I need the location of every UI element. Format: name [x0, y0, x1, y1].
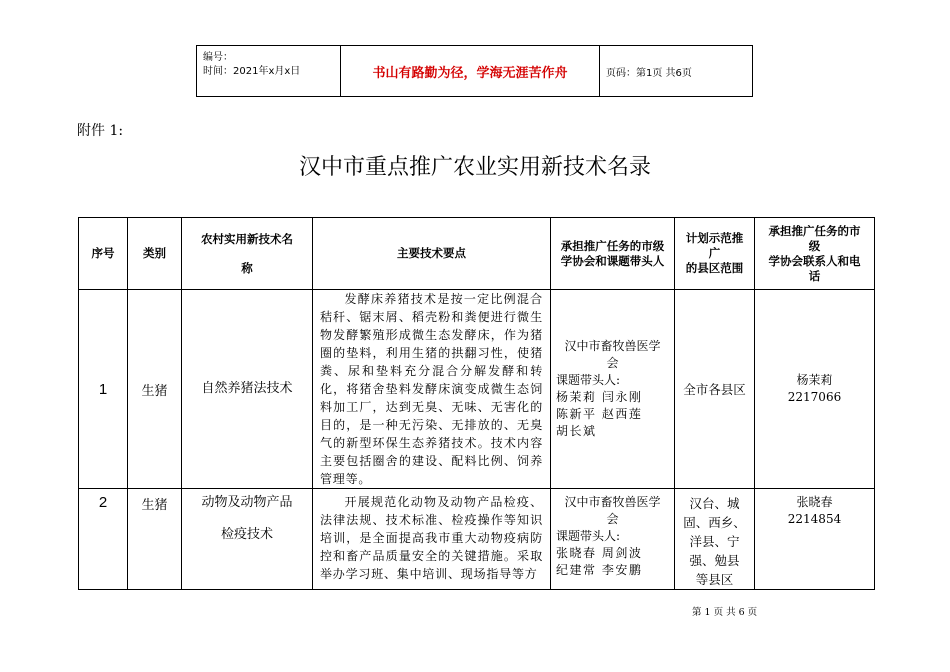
document-title: 汉中市重点推广农业实用新技术名录: [298, 155, 651, 180]
header-area: 计划示范推 广 的县区范围: [675, 218, 755, 290]
table-row: [79, 489, 875, 590]
header-association: 承担推广任务的市级 学协会和课题带头人: [551, 218, 675, 290]
row-contact: 杨茉莉 2217066: [755, 290, 875, 489]
header-contact: 承担推广任务的市 级 学协会联系人和电 话: [755, 218, 875, 290]
row-tech-name: 动物及动物产品 检疫技术: [182, 489, 313, 590]
page-footer: 第 1 页 共 6 页: [692, 607, 758, 618]
row-key-points: 开展规范化动物及动物产品检疫、法律法规、技术标准、检疫操作等知识培训，是全面提高我市重大动物疫病防控和畜产品质量安全的关键措施。采取举办学习班、集中培训、现场指导等方: [313, 489, 551, 590]
row-seq: 1: [79, 290, 128, 489]
row-contact: 张晓春 2214854: [755, 489, 875, 590]
header-category: 类别: [128, 218, 182, 290]
row-area: 汉台、城 固、西乡、 洋县、宁 强、勉县 等县区: [675, 489, 755, 590]
header-key-points: 主要技术要点: [313, 218, 551, 290]
row-tech-name: 自然养猪法技术: [182, 290, 313, 489]
row-category: 生猪: [128, 290, 182, 489]
header-meta: [197, 46, 341, 96]
header-motto: 书山有路勤为径，学海无涯苦作舟: [341, 46, 600, 96]
document-header-box: [196, 45, 753, 97]
table-header-row: [79, 218, 875, 290]
header-page-info: 页码：第1页 共6页: [606, 67, 692, 79]
technology-table: [78, 217, 875, 590]
row-area: 全市各县区: [675, 290, 755, 489]
table-row: [79, 290, 875, 489]
header-tech-name: 农村实用新技术名 称: [182, 218, 313, 290]
document-number-label: 编号：: [203, 52, 233, 63]
document-time-label: 时间：2021年x月x日: [203, 66, 301, 77]
row-key-points: 发酵床养猪技术是按一定比例混合秸秆、锯末屑、稻壳粉和粪便进行微生物发酵繁殖形成微生态发酵床，作为猪圈的垫料，利用生猪的拱翻习性，使猪粪、尿和垫料充分混合分解发酵和转化，将猪舍垫料发酵床演变成微生态饲料加工厂，达到无臭、无味、无害化的目的，是一种无污染、无排放的、无臭气的新型环保生态养猪技术。技术内容主要包括圈舍的建设、配料比例、饲养管理等。: [313, 290, 551, 489]
header-seq: 序号: [79, 218, 128, 290]
row-association: 汉中市畜牧兽医学 会 课题带头人: 杨茉莉 闫永刚 陈新平 赵西莲 胡长斌: [551, 290, 675, 489]
row-association: 汉中市畜牧兽医学 会 课题带头人: 张晓春 周剑波 纪建常 李安鹏: [551, 489, 675, 590]
row-category: 生猪: [128, 489, 182, 590]
attachment-label: 附件 1:: [77, 123, 124, 139]
row-seq: 2: [79, 489, 128, 590]
